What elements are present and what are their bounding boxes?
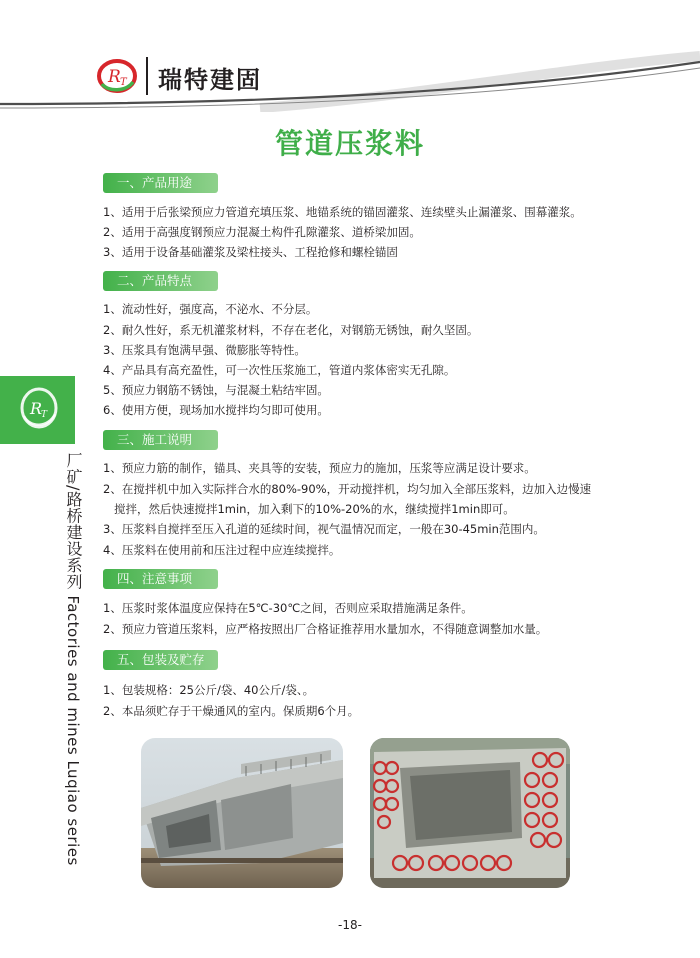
- header-curves: [0, 0, 700, 112]
- usage-line-3: 3、适用于设备基础灌浆及梁柱接头、工程抢修和螺栓锚固: [103, 245, 398, 259]
- packaging-line-2: 2、本品须贮存于干燥通风的室内。保质期6个月。: [103, 704, 360, 718]
- side-series-en: Factories and mines Luqiao series: [64, 595, 82, 866]
- brand-name: 瑞特建固: [158, 66, 262, 94]
- notes-line-2: 2、预应力管道压浆料，应严格按照出厂合格证推荐用水量加水，不得随意调整加水量。: [103, 622, 548, 636]
- usage-line-2: 2、适用于高强度钢预应力混凝土构件孔隙灌浆、道桥梁加固。: [103, 225, 421, 239]
- notes-line-1: 1、压浆时浆体温度应保持在5℃-30℃之间，否则应采取措施满足条件。: [103, 601, 473, 615]
- features-line-5: 5、预应力钢筋不锈蚀，与混凝土粘结牢固。: [103, 383, 329, 397]
- header-band: [0, 0, 700, 112]
- features-line-1: 1、流动性好，强度高，不泌水、不分层。: [103, 302, 318, 316]
- logo-letter-r: R: [108, 67, 121, 87]
- features-line-3: 3、压浆具有饱满早强、微膨胀等特性。: [103, 343, 306, 357]
- usage-line-1: 1、适用于后张梁预应力管道充填压浆、地锚系统的锚固灌浆、连续壁头止漏灌浆、围幕灌浆。: [103, 205, 582, 219]
- features-line-2: 2、耐久性好，系无机灌浆材料，不存在老化，对钢筋无锈蚀，耐久坚固。: [103, 323, 479, 337]
- photo-box-girder: [141, 738, 343, 888]
- section-heading-usage: 一、产品用途: [103, 173, 218, 193]
- photo-girder-ducts: [370, 738, 570, 888]
- features-line-4: 4、产品具有高充盈性，可一次性压浆施工，管道内浆体密实无孔隙。: [103, 363, 456, 377]
- construction-line-4: 4、压浆料在使用前和压注过程中应连续搅拌。: [103, 543, 341, 557]
- section-heading-features: 二、产品特点: [103, 271, 218, 291]
- logo-letter-t: T: [120, 77, 127, 88]
- construction-line-2-cont: 搅拌，然后快速搅拌1min，加入剩下的10%-20%的水，继续搅拌1min即可。: [103, 502, 515, 516]
- side-logo-letter-t: T: [41, 410, 48, 420]
- section-heading-construction: 三、施工说明: [103, 430, 218, 450]
- header-divider: [146, 57, 148, 95]
- construction-line-3: 3、压浆料自搅拌至压入孔道的延续时间，视气温情况而定，一般在30-45min范围内。: [103, 522, 545, 536]
- section-heading-notes: 四、注意事项: [103, 569, 218, 589]
- construction-line-2: 2、在搅拌机中加入实际拌合水的80%-90%，开动搅拌机，均匀加入全部压浆料，边加入边慢速: [103, 482, 592, 496]
- side-series-text: [60, 452, 86, 866]
- side-logo-icon: [18, 384, 60, 434]
- page-number: -18-: [338, 918, 362, 932]
- features-line-6: 6、使用方便，现场加水搅拌均匀即可使用。: [103, 403, 329, 417]
- page-title: 管道压浆料: [274, 127, 425, 160]
- section-heading-packaging: 五、包装及贮存: [103, 650, 218, 670]
- construction-line-1: 1、预应力筋的制作，锚具、夹具等的安装，预应力的施加，压浆等应满足设计要求。: [103, 461, 536, 475]
- packaging-line-1: 1、包装规格：25公斤/袋、40公斤/袋、。: [103, 683, 315, 697]
- side-series-cn: 厂矿/路桥建设系列: [64, 452, 83, 590]
- side-badge: [0, 376, 75, 444]
- brand-logo: [96, 58, 138, 94]
- side-logo-letter-r: R: [30, 399, 43, 418]
